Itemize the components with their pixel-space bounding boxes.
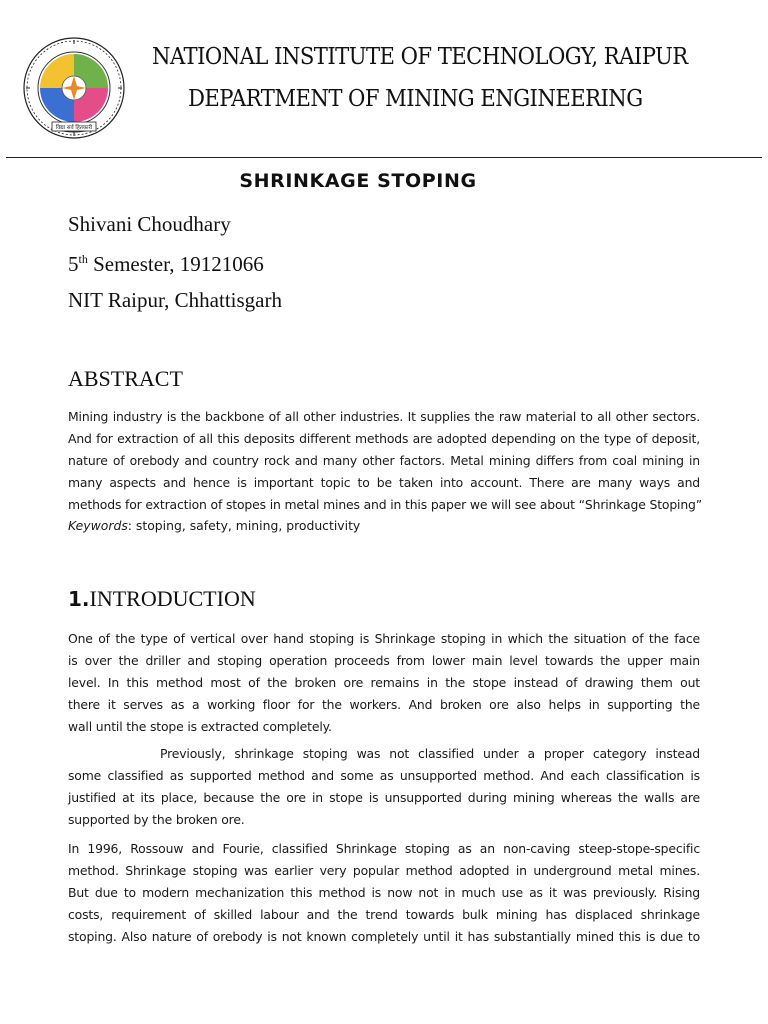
keywords-label: Keywords: [68, 518, 128, 533]
section-title: INTRODUCTION: [89, 586, 256, 611]
intro-line: But due to modern mechanization this method is now not in much use as it was previously. Rising: [68, 885, 700, 900]
author-semester: [68, 252, 264, 277]
department-name: DEPARTMENT OF MINING ENGINEERING: [188, 86, 643, 112]
intro-line: some classified as supported method and some as unsupported method. And each classification is: [68, 768, 700, 783]
abstract-line: many aspects and hence is important topic to be taken into account. There are many ways and: [68, 475, 700, 490]
abstract-line: nature of orebody and country rock and many other factors. Metal mining differs from coal mining in: [68, 453, 700, 468]
abstract-heading: ABSTRACT: [68, 366, 183, 391]
logo-motto: विद्या सर्व हितकारी: [55, 125, 93, 131]
abstract-line: Mining industry is the backbone of all other industries. It supplies the raw material to all other sectors.: [68, 409, 700, 424]
intro-line: justified at its place, because the ore in stope is unsupported during mining whereas the walls are: [68, 790, 700, 805]
intro-line: supported by the broken ore.: [68, 812, 245, 827]
semester-number: 5: [68, 252, 79, 276]
paper-title: SHRINKAGE STOPING: [239, 170, 477, 192]
semester-suffix: th: [78, 252, 88, 266]
abstract-line: methods for extraction of stopes in metal mines and in this paper we will see about “Shrinkage Stoping”: [68, 497, 703, 512]
intro-paragraph-1: [68, 628, 700, 738]
intro-line: In 1996, Rossouw and Fourie, classified Shrinkage stoping as an non-caving steep-stope-specific: [68, 841, 700, 856]
intro-line: One of the type of vertical over hand stoping is Shrinkage stoping in which the situation of the face: [68, 631, 700, 646]
intro-line: method. Shrinkage stoping was earlier very popular method adopted in underground metal mines.: [68, 863, 700, 878]
intro-paragraph-2: [68, 743, 700, 831]
section-number: 1.: [68, 587, 90, 611]
intro-line: Previously, shrinkage stoping was not classified under a proper category instead: [160, 746, 700, 761]
institute-name: NATIONAL INSTITUTE OF TECHNOLOGY, RAIPUR: [152, 44, 688, 70]
introduction-heading: [68, 586, 256, 612]
keywords-list: : stoping, safety, mining, productivity: [127, 518, 361, 533]
intro-line: level. In this method most of the broken ore remains in the stope instead of drawing them out: [68, 675, 700, 690]
intro-line: stoping. Also nature of orebody is not known completely until it has substantially mined this is due to: [68, 929, 700, 944]
semester-details: Semester, 19121066: [87, 252, 264, 276]
author-name: Shivani Choudhary: [68, 212, 231, 236]
abstract-line: And for extraction of all this deposits different methods are adopted depending on the type of deposit,: [68, 431, 700, 446]
abstract-paragraph: [68, 406, 703, 516]
intro-line: is over the driller and stoping operation proceeds from lower main level towards the upper main: [68, 653, 700, 668]
institute-logo: [22, 36, 126, 140]
intro-line: costs, requirement of skilled labour and the trend towards bulk mining has displaced shrinkage: [68, 907, 700, 922]
intro-paragraph-3: [68, 838, 700, 948]
keywords: [68, 518, 360, 533]
intro-line: wall until the stope is extracted completely.: [68, 719, 332, 734]
intro-line: there it serves as a working floor for the workers. And broken ore also helps in supporting the: [68, 697, 700, 712]
header-divider: [6, 157, 762, 158]
author-affiliation: NIT Raipur, Chhattisgarh: [68, 288, 282, 312]
